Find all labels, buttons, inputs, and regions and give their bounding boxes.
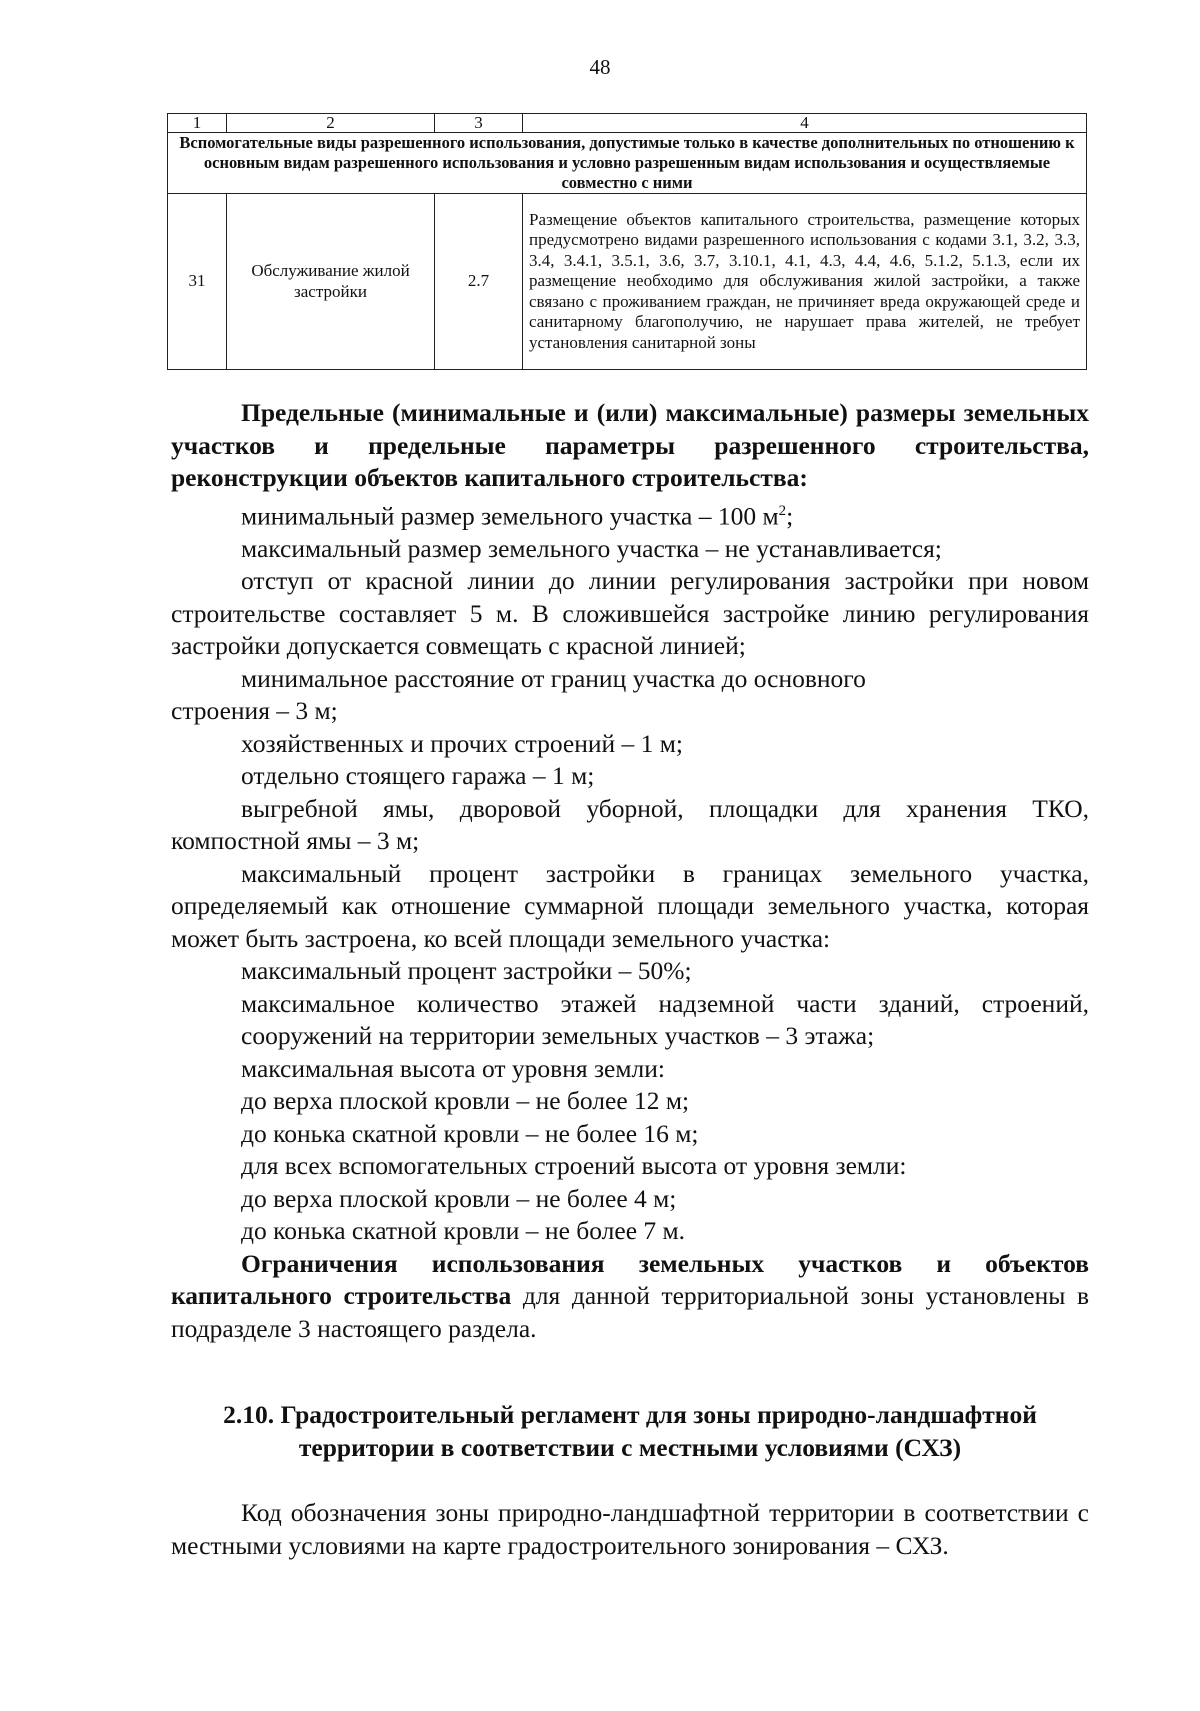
cesspit-paragraph: выгребной ямы, дворовой уборной, площадки для хранения ТКО, компостной ямы – 3 м;: [171, 793, 1089, 855]
min-distance-paragraph-cont: строения – 3 м;: [171, 696, 338, 725]
limits-block: [171, 397, 1089, 1345]
household-paragraph: хозяйственных и прочих строений – 1 м;: [241, 728, 683, 758]
aux-height-paragraph: для всех вспомогательных строений высота от уровня земли:: [241, 1151, 907, 1180]
aux-flat-roof-paragraph: до верха плоской кровли – не более 4 м;: [241, 1183, 677, 1213]
flat-roof-paragraph: до верха плоской кровли – не более 12 м;: [241, 1086, 690, 1115]
use-description: Размещение объектов капитального строительства, размещение которых предусмотрено видами разрешенного использования с кодами 3.1, 3.2, 3.3, 3.4, 3.4.1, 3.5.1, 3.6, 3.7, 3.10.1, 4.1, 4.3, 4.4, 4.6, 5.1.2, 5.1.3, если их размещение необходимо для обслуживания жилой застройки, а также связано с проживанием граждан, не причиняет вреда окружающей среде и санитарному благополучию, не нарушает права жителей, не требует установления санитарной зоны: [523, 194, 1087, 370]
pitched-roof-paragraph: до конька скатной кровли – не более 16 м;: [241, 1118, 699, 1148]
zone-code-paragraph: Код обозначения зоны природно-ландшафтной территории в соответствии с местными условиями на карте градостроительного зонирования – СХЗ.: [171, 1498, 1089, 1560]
use-name: Обслуживание жилой застройки: [227, 194, 435, 370]
col-header-2: 2: [227, 114, 435, 133]
restrictions-rest: для данной территориальной зоны установлены в подразделе 3 настоящего раздела.: [171, 1281, 1090, 1343]
page-number: 48: [589, 55, 611, 79]
max-percent-def-paragraph: максимальный процент застройки в границах земельного участка, определяемый как отношение суммарной площади земельного участка, которая может быть застроена, ко всей площади земельного участка:: [171, 858, 1089, 953]
section-body: [171, 1497, 1089, 1562]
section-title: 2.10. Градостроительный регламент для зоны природно-ландшафтной территории в соответствии с местными условиями (СХЗ): [223, 1400, 1037, 1462]
col-header-3: 3: [435, 114, 523, 133]
max-floors-paragraph: максимальное количество этажей надземной части зданий, строений, сооружений на территории земельных участков – 3 этажа;: [241, 988, 1089, 1050]
restrictions-paragraph: [171, 1248, 1089, 1346]
limits-heading: Предельные (минимальные и (или) максимальные) размеры земельных участков и предельные параметры разрешенного строительства, реконструкции объектов капитального строительства:: [171, 398, 1089, 492]
row-number: 31: [168, 194, 227, 370]
max-size-paragraph: максимальный размер земельного участка – не устанавливается;: [241, 533, 942, 563]
table-row: [168, 194, 1087, 370]
restrictions-bold: Ограничения использования земельных участков и объектов капитального строительства: [171, 1248, 1089, 1310]
col-header-1: 1: [168, 114, 227, 133]
min-size-paragraph: [171, 495, 1089, 533]
max-height-paragraph: максимальная высота от уровня земли:: [241, 1053, 665, 1083]
min-distance-paragraph: минимальное расстояние от границ участка до основного: [241, 663, 866, 693]
min-size-sup: 2: [778, 502, 787, 519]
table-header-row: [168, 114, 1087, 133]
min-size-text: минимальный размер земельного участка – 100 м: [241, 501, 779, 530]
min-size-end: ;: [786, 501, 794, 530]
garage-paragraph: отдельно стоящего гаража – 1 м;: [241, 761, 595, 790]
max-percent-paragraph: максимальный процент застройки – 50%;: [241, 956, 692, 985]
table-span-header-row: [168, 133, 1087, 194]
col-header-4: 4: [523, 114, 1087, 133]
red-line-paragraph: отступ от красной линии до линии регулирования застройки при новом строительстве составляет 5 м. В сложившейся застройке линию регулирования застройки допускается совмещать с красной линией;: [171, 566, 1089, 660]
aux-pitched-roof-paragraph: до конька скатной кровли – не более 7 м.: [241, 1216, 686, 1245]
auxiliary-uses-header: Вспомогательные виды разрешенного использования, допустимые только в качестве дополнительных по отношению к основным видам разрешенного использования и условно разрешенным видам использования и осуществляемые совместно с ними: [168, 133, 1087, 194]
land-use-table: [167, 113, 1087, 370]
use-code: 2.7: [435, 194, 523, 370]
